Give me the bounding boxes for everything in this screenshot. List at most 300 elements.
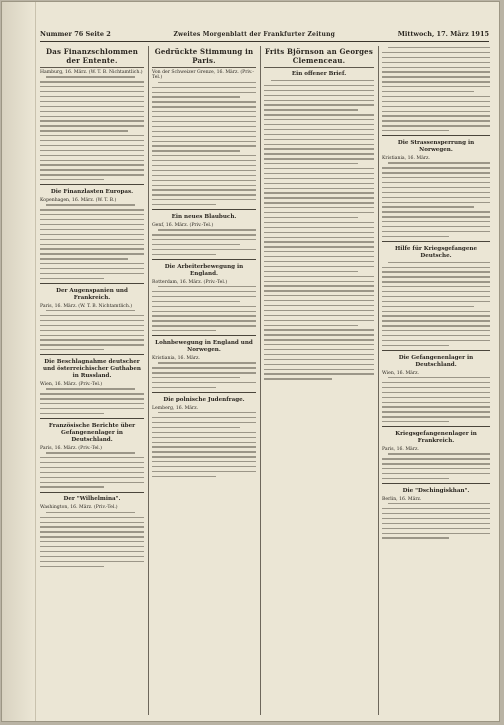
text-line bbox=[152, 325, 256, 326]
text-line bbox=[382, 206, 474, 207]
text-line bbox=[40, 335, 144, 336]
text-line bbox=[40, 155, 144, 156]
text-line bbox=[152, 466, 256, 467]
text-line bbox=[40, 96, 144, 97]
text-line bbox=[382, 52, 490, 53]
article-separator bbox=[382, 483, 490, 484]
text-line bbox=[40, 486, 104, 487]
text-line bbox=[264, 163, 358, 164]
body-text-lines bbox=[40, 452, 144, 488]
text-line bbox=[40, 239, 144, 240]
text-line bbox=[264, 334, 374, 335]
article-separator bbox=[40, 184, 144, 185]
text-line bbox=[152, 155, 256, 156]
text-line bbox=[152, 254, 216, 255]
text-line bbox=[382, 182, 490, 183]
text-line bbox=[40, 330, 144, 331]
article-dateline: Paris, 16. März. (Priv.-Tel.) bbox=[40, 445, 102, 451]
masthead bbox=[40, 24, 489, 42]
text-line bbox=[382, 236, 449, 237]
text-line bbox=[264, 241, 374, 242]
text-line bbox=[40, 325, 144, 326]
text-line bbox=[382, 76, 490, 77]
text-line bbox=[264, 349, 374, 350]
text-line bbox=[40, 462, 144, 463]
text-line bbox=[382, 81, 490, 82]
article-subhead: Die Finanzlasten Europas. bbox=[50, 189, 134, 195]
text-line bbox=[264, 119, 374, 120]
text-line bbox=[40, 344, 144, 345]
text-line bbox=[40, 561, 144, 562]
text-line bbox=[264, 173, 374, 174]
text-line bbox=[264, 207, 374, 208]
text-line bbox=[40, 278, 104, 279]
text-line bbox=[264, 251, 374, 252]
text-line bbox=[152, 372, 256, 373]
text-line bbox=[264, 369, 374, 370]
article-separator bbox=[382, 135, 490, 136]
text-line bbox=[152, 96, 240, 97]
article-dateline: Hamburg, 16. März. (W. T. B. Nichtamtlich.) bbox=[40, 70, 143, 75]
text-line bbox=[382, 211, 490, 212]
text-line bbox=[152, 367, 256, 368]
body-text-lines bbox=[40, 388, 144, 414]
text-line bbox=[382, 172, 490, 173]
text-line bbox=[388, 162, 490, 163]
text-line bbox=[40, 169, 144, 170]
text-line bbox=[40, 413, 104, 414]
text-line bbox=[152, 126, 256, 127]
text-line bbox=[40, 150, 144, 151]
article-dateline: Paris, 16. März. bbox=[382, 447, 419, 453]
text-line bbox=[152, 145, 256, 146]
text-line bbox=[152, 87, 256, 88]
article-subhead: Die Beschlagnahme deutscher und österreichischer Guthaben in Russland. bbox=[43, 359, 141, 380]
text-line bbox=[264, 227, 374, 228]
text-line bbox=[382, 286, 490, 287]
text-line bbox=[152, 160, 256, 161]
text-line bbox=[40, 81, 144, 82]
text-line bbox=[382, 296, 490, 297]
text-line bbox=[382, 67, 490, 68]
article-block bbox=[40, 418, 144, 488]
text-line bbox=[264, 95, 374, 96]
text-line bbox=[264, 217, 358, 218]
text-line bbox=[152, 451, 256, 452]
text-line bbox=[264, 104, 374, 105]
article-block bbox=[152, 335, 256, 388]
text-line bbox=[388, 47, 490, 48]
text-line bbox=[40, 472, 144, 473]
text-line bbox=[152, 234, 256, 235]
text-line bbox=[152, 301, 240, 302]
text-line bbox=[382, 320, 490, 321]
text-line bbox=[40, 229, 144, 230]
text-line bbox=[152, 249, 256, 250]
body-text-lines bbox=[382, 262, 490, 346]
article-subhead: Die Arbeiterbewegung in England. bbox=[164, 263, 244, 277]
text-line bbox=[264, 310, 374, 311]
text-line bbox=[264, 114, 374, 115]
article-separator bbox=[40, 354, 144, 355]
text-line bbox=[40, 393, 144, 394]
text-line bbox=[152, 185, 256, 186]
text-line bbox=[40, 546, 144, 547]
text-line bbox=[382, 202, 490, 203]
text-line bbox=[40, 457, 144, 458]
text-line bbox=[46, 388, 134, 389]
text-line bbox=[158, 286, 256, 287]
column-2 bbox=[152, 46, 256, 713]
text-line bbox=[264, 354, 374, 355]
text-line bbox=[382, 508, 490, 509]
masthead-center: Zweites Morgenblatt der Frankfurter Zeitung bbox=[173, 31, 336, 38]
body-text-lines bbox=[40, 204, 144, 279]
article-dateline: Genf, 16. März. (Priv.-Tel.) bbox=[152, 222, 214, 228]
article-subhead: Ein neues Blaubuch. bbox=[171, 213, 237, 220]
article-separator bbox=[40, 283, 144, 284]
text-line bbox=[264, 378, 332, 379]
text-line bbox=[158, 412, 256, 413]
text-line bbox=[40, 244, 144, 245]
body-text-lines bbox=[382, 47, 490, 131]
article-subhead: Die Strassensperrung in Norwegen. bbox=[397, 140, 475, 154]
text-line bbox=[264, 373, 374, 374]
column-rule bbox=[378, 46, 379, 715]
article-subhead: Die "Dschingiskhan". bbox=[402, 487, 470, 494]
text-line bbox=[388, 262, 490, 263]
text-line bbox=[382, 167, 490, 168]
text-line bbox=[152, 387, 216, 388]
text-line bbox=[40, 209, 144, 210]
column-3 bbox=[264, 46, 374, 713]
body-text-lines bbox=[40, 310, 144, 350]
text-line bbox=[40, 403, 144, 404]
text-line bbox=[152, 320, 256, 321]
text-line bbox=[382, 101, 490, 102]
text-line bbox=[382, 301, 490, 302]
text-line bbox=[264, 222, 374, 223]
text-line bbox=[152, 170, 256, 171]
article-dateline: Wien, 16. März. (Priv.-Tel.) bbox=[40, 382, 103, 388]
text-line bbox=[382, 91, 474, 92]
text-line bbox=[40, 86, 144, 87]
body-text-lines bbox=[152, 286, 256, 331]
text-line bbox=[40, 111, 144, 112]
text-line bbox=[264, 90, 374, 91]
column-rule bbox=[148, 46, 149, 715]
text-line bbox=[382, 458, 490, 459]
newspaper-page bbox=[2, 2, 499, 721]
text-line bbox=[264, 305, 374, 306]
text-line bbox=[264, 100, 374, 101]
text-line bbox=[382, 221, 490, 222]
text-line bbox=[152, 437, 256, 438]
article-separator bbox=[152, 209, 256, 210]
text-line bbox=[158, 82, 256, 83]
text-line bbox=[388, 503, 490, 504]
text-line bbox=[388, 377, 490, 378]
text-line bbox=[40, 541, 144, 542]
text-line bbox=[264, 188, 374, 189]
text-line bbox=[264, 178, 374, 179]
article-block bbox=[382, 350, 490, 422]
text-line bbox=[382, 397, 490, 398]
text-line bbox=[264, 246, 374, 247]
article-block bbox=[152, 70, 256, 205]
text-line bbox=[264, 325, 358, 326]
text-line bbox=[264, 168, 374, 169]
article-block bbox=[382, 135, 490, 237]
text-line bbox=[40, 214, 144, 215]
text-line bbox=[40, 164, 144, 165]
text-line bbox=[40, 398, 144, 399]
article-dateline: Berlin, 16. März. bbox=[382, 496, 422, 502]
text-line bbox=[152, 199, 256, 200]
text-line bbox=[152, 422, 256, 423]
text-line bbox=[382, 62, 490, 63]
article-block bbox=[40, 184, 144, 279]
text-line bbox=[152, 106, 256, 107]
text-line bbox=[382, 468, 490, 469]
text-line bbox=[40, 263, 144, 264]
text-line bbox=[382, 197, 490, 198]
text-line bbox=[152, 180, 256, 181]
text-line bbox=[40, 556, 144, 557]
text-line bbox=[264, 285, 374, 286]
article-subhead: Der Augenspanien und Frankreich. bbox=[56, 287, 128, 301]
article-separator bbox=[40, 418, 144, 419]
article-subhead: Französische Berichte über Gefangenenlager in Deutschland. bbox=[48, 422, 136, 443]
text-line bbox=[382, 111, 490, 112]
text-line bbox=[264, 271, 358, 272]
text-line bbox=[40, 536, 144, 537]
body-text-lines bbox=[152, 362, 256, 388]
text-line bbox=[40, 526, 144, 527]
text-line bbox=[382, 392, 490, 393]
text-line bbox=[152, 461, 256, 462]
text-line bbox=[152, 175, 256, 176]
article-dateline: Von der Schweizer Grenze, 16. März. (Priv.-Tel.) bbox=[152, 70, 254, 81]
text-line bbox=[264, 364, 374, 365]
text-line bbox=[264, 320, 374, 321]
text-line bbox=[152, 189, 256, 190]
text-line bbox=[158, 362, 256, 363]
masthead-right: Mittwoch, 17. März 1915 bbox=[397, 30, 489, 38]
article-dateline: Rotterdam, 16. März. (Priv.-Tel.) bbox=[152, 279, 228, 285]
article-separator bbox=[152, 392, 256, 393]
text-line bbox=[40, 219, 144, 220]
text-line bbox=[40, 268, 144, 269]
text-line bbox=[152, 330, 216, 331]
text-line bbox=[382, 387, 490, 388]
text-line bbox=[152, 471, 256, 472]
text-line bbox=[264, 232, 374, 233]
body-text-lines bbox=[382, 453, 490, 479]
text-line bbox=[264, 237, 374, 238]
text-line bbox=[264, 295, 374, 296]
text-line bbox=[382, 335, 490, 336]
text-line bbox=[264, 197, 374, 198]
text-line bbox=[264, 85, 374, 86]
text-line bbox=[264, 256, 374, 257]
column-headline: Gedrückte Stimmung in Paris. bbox=[152, 46, 256, 68]
text-line bbox=[40, 106, 144, 107]
text-line bbox=[382, 463, 490, 464]
text-line bbox=[382, 513, 490, 514]
text-line bbox=[264, 153, 374, 154]
text-line bbox=[40, 145, 144, 146]
article-dateline: Paris, 16. März. (W. T. B. Nichtamtlich.) bbox=[40, 303, 133, 309]
body-text-lines bbox=[382, 377, 490, 422]
article-dateline: Kristiania, 16. März. bbox=[152, 356, 200, 362]
article-subhead: Der "Wilhelmina". bbox=[63, 496, 121, 503]
text-line bbox=[382, 115, 490, 116]
text-line bbox=[152, 141, 256, 142]
text-line bbox=[152, 311, 256, 312]
text-line bbox=[40, 91, 144, 92]
article-separator bbox=[382, 241, 490, 242]
text-line bbox=[152, 165, 256, 166]
article-block bbox=[40, 354, 144, 414]
text-line bbox=[152, 291, 256, 292]
text-line bbox=[264, 212, 374, 213]
text-line bbox=[40, 140, 144, 141]
article-subhead: Lohnbewegung in England und Norwegen. bbox=[155, 340, 253, 354]
text-line bbox=[40, 315, 144, 316]
text-line bbox=[382, 276, 490, 277]
column-headline: Frits Björnson an Georges Clemenceau. bbox=[264, 46, 374, 68]
text-line bbox=[40, 135, 144, 136]
article-dateline: Kopenhagen, 16. März. (W. T. B.) bbox=[40, 198, 117, 203]
text-line bbox=[264, 144, 374, 145]
text-line bbox=[40, 116, 144, 117]
text-line bbox=[264, 344, 374, 345]
column-headline: Das Finanzschlommen der Entente. bbox=[40, 46, 144, 68]
text-line bbox=[152, 442, 256, 443]
text-line bbox=[382, 330, 490, 331]
article-separator bbox=[382, 350, 490, 351]
text-line bbox=[382, 518, 490, 519]
body-text-lines bbox=[152, 412, 256, 477]
text-line bbox=[46, 310, 134, 311]
text-line bbox=[264, 276, 374, 277]
text-line bbox=[382, 177, 490, 178]
article-subhead: Die Gefangenenlager in Deutschland. bbox=[398, 354, 474, 368]
text-line bbox=[382, 96, 490, 97]
text-line bbox=[40, 101, 144, 102]
text-line bbox=[152, 111, 256, 112]
text-line bbox=[264, 315, 374, 316]
article-block bbox=[40, 70, 144, 180]
text-line bbox=[264, 129, 374, 130]
text-line bbox=[382, 382, 490, 383]
text-line bbox=[264, 192, 374, 193]
text-line bbox=[152, 377, 240, 378]
text-line bbox=[382, 411, 490, 412]
text-line bbox=[40, 531, 144, 532]
text-line bbox=[382, 473, 490, 474]
text-line bbox=[382, 533, 490, 534]
text-line bbox=[152, 382, 256, 383]
masthead-left: Nummer 76 Seite 2 bbox=[40, 30, 111, 38]
article-dateline: Lemberg, 16. März. bbox=[152, 405, 199, 411]
text-line bbox=[264, 261, 374, 262]
text-line bbox=[40, 253, 144, 254]
text-line bbox=[382, 528, 490, 529]
article-separator bbox=[152, 259, 256, 260]
text-line bbox=[264, 300, 374, 301]
text-line bbox=[40, 120, 144, 121]
text-line bbox=[152, 446, 256, 447]
text-line bbox=[382, 537, 449, 538]
article-block bbox=[382, 47, 490, 131]
article-dateline: Wien, 16. März. bbox=[382, 370, 419, 376]
text-line bbox=[46, 512, 134, 513]
body-text-lines bbox=[264, 80, 374, 380]
text-line bbox=[382, 57, 490, 58]
text-line bbox=[152, 432, 256, 433]
article-block bbox=[382, 483, 490, 539]
text-line bbox=[382, 226, 490, 227]
text-line bbox=[40, 258, 128, 259]
text-line bbox=[382, 325, 490, 326]
text-line bbox=[382, 340, 490, 341]
text-line bbox=[40, 349, 104, 350]
text-line bbox=[40, 551, 144, 552]
article-block bbox=[152, 259, 256, 331]
text-line bbox=[382, 231, 490, 232]
text-line bbox=[382, 478, 449, 479]
text-line bbox=[152, 204, 216, 205]
text-line bbox=[152, 150, 240, 151]
text-line bbox=[382, 86, 490, 87]
column-4 bbox=[382, 46, 490, 713]
text-line bbox=[152, 92, 256, 93]
text-line bbox=[152, 136, 256, 137]
text-line bbox=[46, 204, 134, 205]
text-line bbox=[264, 339, 374, 340]
text-line bbox=[382, 125, 490, 126]
article-block bbox=[40, 492, 144, 567]
text-line bbox=[382, 291, 490, 292]
text-line bbox=[40, 224, 144, 225]
text-line bbox=[40, 320, 144, 321]
text-line bbox=[40, 408, 144, 409]
text-line bbox=[40, 482, 144, 483]
text-line bbox=[382, 406, 490, 407]
text-line bbox=[264, 266, 374, 267]
text-line bbox=[40, 477, 144, 478]
article-subhead: Hilfe für Kriegsgefangene Deutsche. bbox=[394, 245, 478, 259]
body-text-lines bbox=[382, 503, 490, 539]
text-line bbox=[152, 239, 256, 240]
text-line bbox=[40, 273, 144, 274]
article-block bbox=[40, 283, 144, 350]
article-block bbox=[264, 71, 374, 380]
text-line bbox=[271, 80, 374, 81]
article-block bbox=[152, 209, 256, 255]
text-line bbox=[46, 452, 134, 453]
text-line bbox=[152, 244, 240, 245]
text-line bbox=[382, 311, 490, 312]
text-line bbox=[152, 456, 256, 457]
text-line bbox=[40, 566, 104, 567]
binding-edge bbox=[2, 2, 36, 721]
text-line bbox=[40, 160, 144, 161]
text-line bbox=[264, 329, 374, 330]
text-line bbox=[382, 130, 449, 131]
